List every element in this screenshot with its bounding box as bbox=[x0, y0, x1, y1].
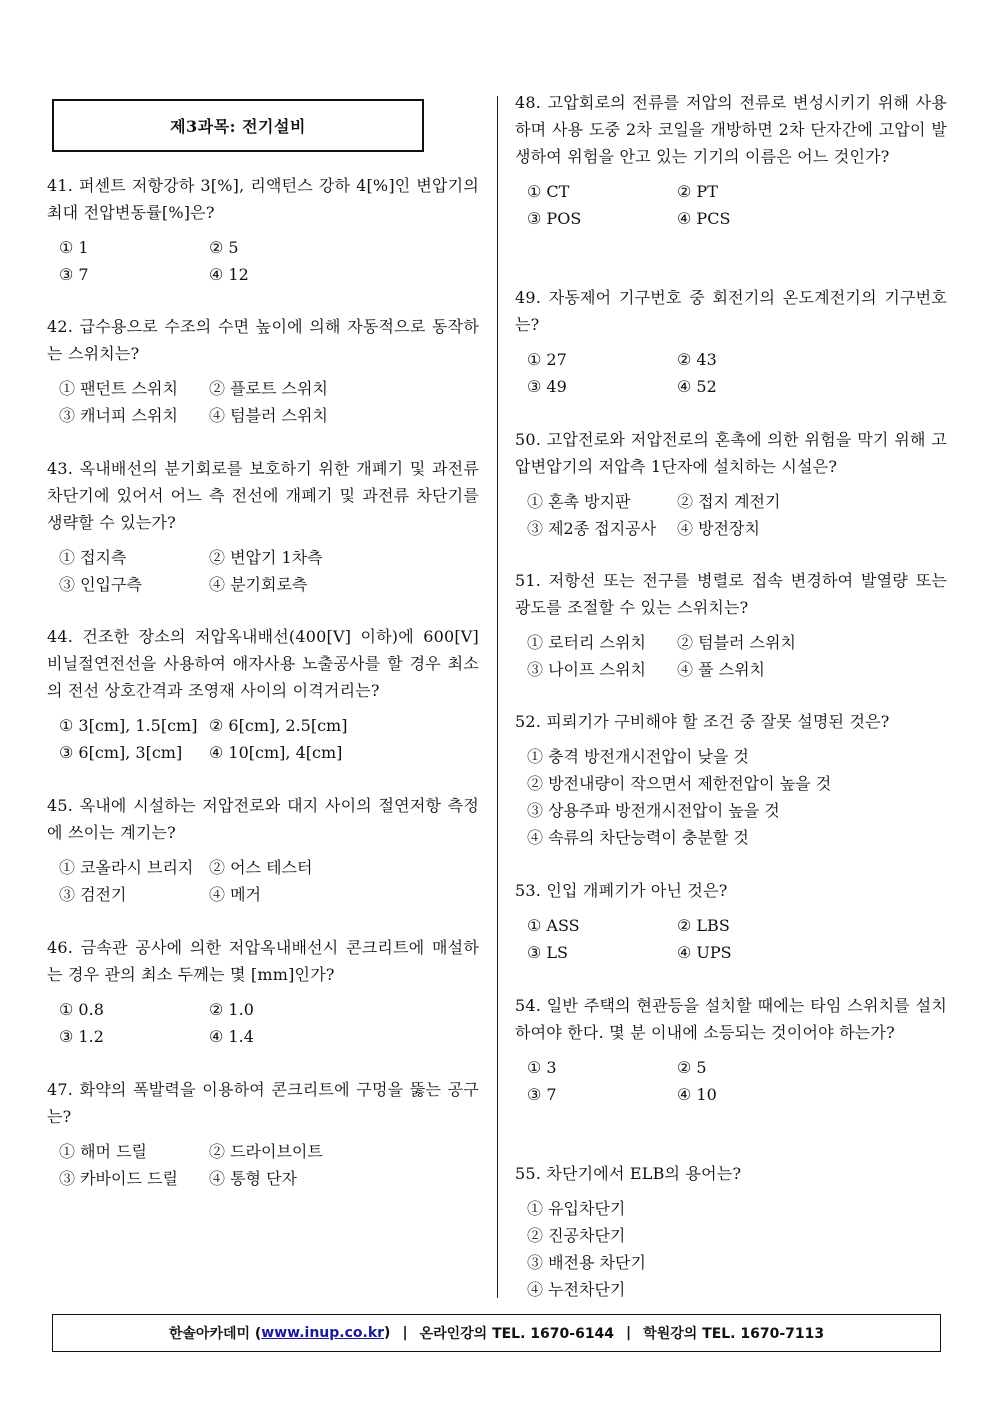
option-2[interactable]: ② 텀블러 스위치 bbox=[677, 633, 796, 652]
answer-options bbox=[515, 629, 947, 683]
option-3[interactable]: ③ 7 bbox=[59, 265, 89, 284]
question-stem: 50. 고압전로와 저압전로의 혼촉에 의한 위험을 막기 위해 고압변압기의 저압측 1단자에 설치하는 시설은? bbox=[515, 430, 947, 476]
question-47 bbox=[47, 1076, 479, 1192]
question-54 bbox=[515, 992, 947, 1108]
option-3[interactable]: ③ 49 bbox=[527, 377, 567, 396]
page-footer bbox=[52, 1314, 941, 1352]
question-stem: 47. 화약의 폭발력을 이용하여 콘크리트에 구멍을 뚫는 공구는? bbox=[47, 1080, 479, 1126]
answer-options bbox=[515, 743, 947, 851]
option-1[interactable]: ① 팬던트 스위치 bbox=[59, 379, 178, 398]
option-2[interactable]: ② 드라이브이트 bbox=[209, 1142, 323, 1161]
option-4[interactable]: ④ 52 bbox=[677, 377, 717, 396]
option-3[interactable]: ③ 검전기 bbox=[59, 885, 127, 904]
option-4[interactable]: ④ UPS bbox=[677, 943, 732, 962]
option-1[interactable]: ① 접지측 bbox=[59, 548, 127, 567]
footer-separator: | bbox=[626, 1325, 632, 1341]
question-49 bbox=[515, 284, 947, 400]
option-1[interactable]: ① 로터리 스위치 bbox=[527, 633, 646, 652]
footer-academy-close: ) bbox=[384, 1325, 391, 1341]
option-2[interactable]: ② 5 bbox=[209, 238, 239, 257]
option-4[interactable]: ④ 12 bbox=[209, 265, 249, 284]
column-divider bbox=[497, 96, 498, 1298]
option-2[interactable]: ② LBS bbox=[677, 916, 730, 935]
option-4[interactable]: ④ 풀 스위치 bbox=[677, 660, 765, 679]
footer-online-phone: 온라인강의 TEL. 1670-6144 bbox=[419, 1326, 615, 1342]
option-3[interactable]: ③ POS bbox=[527, 209, 582, 228]
answer-options bbox=[515, 346, 947, 400]
option-1[interactable]: ① 충격 방전개시전압이 낮을 것 bbox=[527, 747, 749, 766]
option-1[interactable]: ① 해머 드릴 bbox=[59, 1142, 147, 1161]
option-1[interactable]: ① 0.8 bbox=[59, 1000, 104, 1019]
option-3[interactable]: ③ 제2종 접지공사 bbox=[527, 519, 657, 538]
option-2[interactable]: ② 5 bbox=[677, 1058, 707, 1077]
question-stem: 42. 급수용으로 수조의 수면 높이에 의해 자동적으로 동작하는 스위치는? bbox=[47, 317, 479, 363]
option-3[interactable]: ③ 6[cm], 3[cm] bbox=[59, 743, 183, 762]
option-1[interactable]: ① 1 bbox=[59, 238, 89, 257]
option-4[interactable]: ④ 분기회로측 bbox=[209, 575, 308, 594]
option-2[interactable]: ② 6[cm], 2.5[cm] bbox=[209, 716, 348, 735]
option-3[interactable]: ③ 카바이드 드릴 bbox=[59, 1169, 178, 1188]
question-51 bbox=[515, 567, 947, 683]
option-2[interactable]: ② PT bbox=[677, 182, 718, 201]
answer-options bbox=[47, 234, 479, 288]
question-stem: 44. 건조한 장소의 저압옥내배선(400[V] 이하)에 600[V] 비닐절연전선을 사용하여 애자사용 노출공사를 할 경우 최소의 전선 상호간격과 조영재 사이의 이격거리는? bbox=[47, 627, 479, 700]
question-42 bbox=[47, 313, 479, 429]
footer-offline-phone: 학원강의 TEL. 1670-7113 bbox=[643, 1326, 825, 1342]
option-4[interactable]: ④ 10 bbox=[677, 1085, 717, 1104]
question-41 bbox=[47, 172, 479, 288]
footer-academy: 한솔아카데미 ( bbox=[168, 1326, 262, 1342]
option-2[interactable]: ② 플로트 스위치 bbox=[209, 379, 328, 398]
option-4[interactable]: ④ 10[cm], 4[cm] bbox=[209, 743, 343, 762]
question-55 bbox=[515, 1160, 947, 1303]
question-48 bbox=[515, 89, 947, 232]
question-45 bbox=[47, 792, 479, 908]
option-1[interactable]: ① ASS bbox=[527, 916, 580, 935]
option-1[interactable]: ① 코올라시 브리지 bbox=[59, 858, 194, 877]
option-4[interactable]: ④ 방전장치 bbox=[677, 519, 760, 538]
option-4[interactable]: ④ 누전차단기 bbox=[527, 1280, 626, 1299]
question-stem: 53. 인입 개폐기가 아닌 것은? bbox=[515, 881, 728, 900]
question-44 bbox=[47, 623, 479, 766]
question-stem: 49. 자동제어 기구번호 중 회전기의 온도계전기의 기구번호는? bbox=[515, 288, 947, 334]
option-1[interactable]: ① 혼촉 방지판 bbox=[527, 492, 631, 511]
option-3[interactable]: ③ LS bbox=[527, 943, 569, 962]
option-3[interactable]: ③ 인입구측 bbox=[59, 575, 142, 594]
option-3[interactable]: ③ 1.2 bbox=[59, 1027, 104, 1046]
footer-website-link[interactable]: www.inup.co.kr bbox=[261, 1325, 385, 1341]
answer-options bbox=[47, 854, 479, 908]
option-4[interactable]: ④ PCS bbox=[677, 209, 731, 228]
option-2[interactable]: ② 방전내량이 작으면서 제한전압이 높을 것 bbox=[527, 774, 832, 793]
question-stem: 51. 저항선 또는 전구를 병렬로 접속 변경하여 발열량 또는 광도를 조절할 수 있는 스위치는? bbox=[515, 571, 947, 617]
option-2[interactable]: ② 접지 계전기 bbox=[677, 492, 781, 511]
option-3[interactable]: ③ 상용주파 방전개시전압이 높을 것 bbox=[527, 801, 780, 820]
answer-options bbox=[47, 375, 479, 429]
question-52 bbox=[515, 708, 947, 851]
option-1[interactable]: ① 3[cm], 1.5[cm] bbox=[59, 716, 198, 735]
answer-options bbox=[515, 1195, 947, 1303]
question-46 bbox=[47, 934, 479, 1050]
question-stem: 43. 옥내배선의 분기회로를 보호하기 위한 개폐기 및 과전류 차단기에 있어서 어느 측 전선에 개폐기 및 과전류 차단기를 생략할 수 있는가? bbox=[47, 459, 479, 532]
answer-options bbox=[515, 178, 947, 232]
answer-options bbox=[47, 996, 479, 1050]
option-2[interactable]: ② 43 bbox=[677, 350, 717, 369]
option-2[interactable]: ② 1.0 bbox=[209, 1000, 254, 1019]
question-50 bbox=[515, 426, 947, 542]
option-1[interactable]: ① CT bbox=[527, 182, 570, 201]
question-43 bbox=[47, 455, 479, 598]
option-3[interactable]: ③ 배전용 차단기 bbox=[527, 1253, 646, 1272]
option-2[interactable]: ② 어스 테스터 bbox=[209, 858, 313, 877]
option-4[interactable]: ④ 1.4 bbox=[209, 1027, 254, 1046]
question-stem: 54. 일반 주택의 현관등을 설치할 때에는 타임 스위치를 설치하여야 한다. 몇 분 이내에 소등되는 것이어야 하는가? bbox=[515, 996, 947, 1042]
question-stem: 46. 금속관 공사에 의한 저압옥내배선시 콘크리트에 매설하는 경우 관의 최소 두께는 몇 [mm]인가? bbox=[47, 938, 479, 984]
question-stem: 55. 차단기에서 ELB의 용어는? bbox=[515, 1164, 742, 1183]
question-53 bbox=[515, 877, 947, 966]
option-4[interactable]: ④ 텀블러 스위치 bbox=[209, 406, 328, 425]
question-stem: 45. 옥내에 시설하는 저압전로와 대지 사이의 절연저항 측정에 쓰이는 계기는? bbox=[47, 796, 479, 842]
option-3[interactable]: ③ 7 bbox=[527, 1085, 557, 1104]
option-3[interactable]: ③ 나이프 스위치 bbox=[527, 660, 646, 679]
answer-options bbox=[515, 1054, 947, 1108]
option-1[interactable]: ① 27 bbox=[527, 350, 567, 369]
option-2[interactable]: ② 변압기 1차측 bbox=[209, 548, 323, 567]
option-4[interactable]: ④ 통형 단자 bbox=[209, 1169, 297, 1188]
footer-separator: | bbox=[402, 1325, 408, 1341]
option-4[interactable]: ④ 속류의 차단능력이 충분할 것 bbox=[527, 828, 749, 847]
option-1[interactable]: ① 유입차단기 bbox=[527, 1199, 626, 1218]
answer-options bbox=[47, 544, 479, 598]
answer-options bbox=[515, 912, 947, 966]
question-stem: 41. 퍼센트 저항강하 3[%], 리액턴스 강하 4[%]인 변압기의 최대 전압변동률[%]은? bbox=[47, 176, 479, 222]
option-2[interactable]: ② 진공차단기 bbox=[527, 1226, 626, 1245]
option-4[interactable]: ④ 메거 bbox=[209, 885, 261, 904]
option-1[interactable]: ① 3 bbox=[527, 1058, 557, 1077]
answer-options bbox=[47, 712, 479, 766]
section-title: 제3과목: 전기설비 bbox=[52, 99, 424, 152]
option-3[interactable]: ③ 캐너피 스위치 bbox=[59, 406, 178, 425]
answer-options bbox=[47, 1138, 479, 1192]
answer-options bbox=[515, 488, 947, 542]
question-stem: 52. 피뢰기가 구비해야 할 조건 중 잘못 설명된 것은? bbox=[515, 712, 890, 731]
question-stem: 48. 고압회로의 전류를 저압의 전류로 변성시키기 위해 사용하며 사용 도중 2차 코일을 개방하면 2차 단자간에 고압이 발생하여 위험을 안고 있는 기기의 이름은 어느 것인가? bbox=[515, 93, 947, 166]
